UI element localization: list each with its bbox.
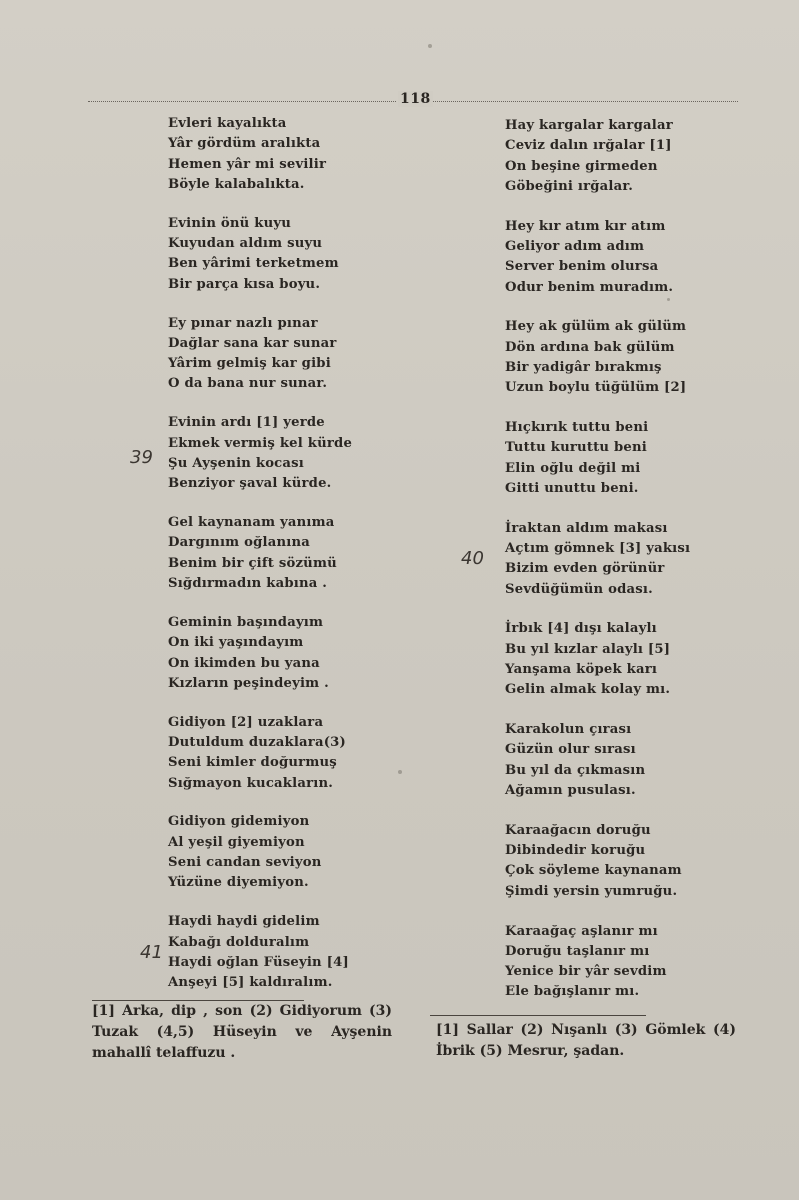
verse-line: Güzün olur sırası — [505, 742, 636, 758]
verse-line: Şu Ayşenin kocası — [168, 455, 304, 471]
verse-line: Gidiyon gidemiyon — [168, 814, 310, 830]
verse-line: Çok söyleme kaynanam — [505, 863, 682, 879]
verse-line: On ikimden bu yana — [168, 655, 320, 671]
verse-line: Benziyor şaval kürde. — [168, 476, 332, 492]
verse-line: Benim bir çift sözümü — [168, 555, 337, 571]
stanza — [168, 114, 428, 195]
ink-speck — [428, 44, 432, 48]
verse-line: Uzun boylu tüğülüm [2] — [505, 380, 687, 396]
verse-line: Elin oğlu değil mi — [505, 460, 641, 476]
verse-line: Gitti unuttu beni. — [505, 480, 639, 496]
verse-line: Dutuldum duzaklara(3) — [168, 734, 346, 750]
verse-line: Açtım gömnek [3] yakısı — [505, 541, 691, 557]
verse-line: Dargınım oğlanına — [168, 535, 311, 551]
verse-line: Haydi oğlan Füseyin [4] — [168, 954, 349, 970]
verse-line: Sığmayon kucakların. — [168, 775, 334, 791]
verse-line: Anşeyi [5] kaldıralım. — [168, 975, 333, 991]
stanza — [505, 619, 765, 700]
verse-line: On iki yaşındayım — [168, 635, 304, 651]
verse-line: Ele bağışlanır mı. — [505, 984, 640, 1000]
verse-line: Server benim olursa — [505, 259, 659, 275]
footnote-right: [1] Sallar (2) Nışanlı (3) Gömlek (4) İbrik (5) Mesrur, şadan. — [436, 1022, 736, 1059]
verse-line: Dağlar sana kar sunar — [168, 335, 337, 351]
verse-line: Karaağacın doruğu — [505, 822, 651, 838]
right-poem-column — [505, 116, 765, 1003]
verse-line: Sığdırmadın kabına . — [168, 576, 328, 592]
verse-line: Yenice bir yâr sevdim — [505, 964, 667, 980]
verse-line: Geminin başındayım — [168, 614, 324, 630]
footnote-left: [1] Arka, dip , son (2) Gidiyorum (3) Tuzak (4,5) Hüseyin ve Ayşenin mahallî telaffuzu . — [92, 1003, 392, 1061]
verse-line: O da bana nur sunar. — [168, 376, 328, 392]
verse-line: İrbık [4] dışı kalaylı — [505, 621, 657, 637]
header-dotted-rule-right — [424, 101, 738, 102]
stanza — [168, 214, 428, 295]
stanza — [168, 314, 428, 395]
verse-line: Evinin önü kuyu — [168, 215, 292, 231]
stanza — [168, 613, 428, 694]
verse-line: Ekmek vermiş kel kürde — [168, 435, 353, 451]
stanza — [505, 821, 765, 902]
margin-note-41: 41 — [140, 942, 163, 963]
verse-line: Sevdüğümün odası. — [505, 581, 653, 597]
verse-line: Ey pınar nazlı pınar — [168, 315, 318, 331]
verse-line: Kızların peşindeyim . — [168, 675, 329, 691]
stanza — [168, 413, 428, 494]
verse-line: İraktan aldım makası — [505, 520, 668, 536]
verse-line: Dön ardına bak gülüm — [505, 339, 675, 355]
verse-line: Ben yârimi terketmem — [168, 256, 339, 272]
verse-line: Seni kimler doğurmuş — [168, 755, 337, 771]
verse-line: Yâr gördüm aralıkta — [168, 136, 321, 152]
footnote-rule-right — [430, 1015, 646, 1016]
verse-line: Hey kır atım kır atım — [505, 218, 666, 234]
page-number: 118 — [400, 91, 431, 107]
margin-note-40: 40 — [461, 548, 484, 569]
ink-speck — [667, 298, 670, 301]
verse-line: Göbeğini ırğalar. — [505, 178, 634, 194]
stanza — [505, 922, 765, 1003]
verse-line: Hıçkırık tuttu beni — [505, 420, 649, 436]
verse-line: Geliyor adım adım — [505, 238, 645, 254]
stanza — [168, 912, 428, 993]
verse-line: Bir yadigâr bırakmış — [505, 359, 662, 375]
verse-line: Ceviz dalın ırğalar [1] — [505, 138, 672, 154]
verse-line: Yüzüne diyemiyon. — [168, 875, 309, 891]
verse-line: Şimdi yersin yumruğu. — [505, 883, 678, 899]
verse-line: Karakolun çırası — [505, 722, 632, 738]
ink-speck — [398, 770, 402, 774]
verse-line: Gidiyon [2] uzaklara — [168, 714, 324, 730]
verse-line: Ağamın pusulası. — [505, 783, 636, 799]
verse-line: Tuttu kuruttu beni — [505, 440, 647, 456]
verse-line: Hey ak gülüm ak gülüm — [505, 319, 687, 335]
verse-line: Yârim gelmiş kar gibi — [168, 356, 331, 372]
header-dotted-rule-left — [88, 101, 396, 102]
verse-line: Kuyudan aldım suyu — [168, 236, 323, 252]
stanza — [168, 513, 428, 594]
stanza — [168, 812, 428, 893]
verse-line: Böyle kalabalıkta. — [168, 176, 305, 192]
verse-line: Gelin almak kolay mı. — [505, 682, 671, 698]
verse-line: Gel kaynanam yanıma — [168, 515, 335, 531]
verse-line: Doruğu taşlanır mı — [505, 943, 650, 959]
verse-line: Seni candan seviyon — [168, 855, 322, 871]
verse-line: Bizim evden görünür — [505, 561, 665, 577]
stanza — [168, 713, 428, 794]
verse-line: Kabağı dolduralım — [168, 934, 310, 950]
stanza — [505, 418, 765, 499]
stanza — [505, 217, 765, 298]
verse-line: Evinin ardı [1] yerde — [168, 415, 325, 431]
stanza — [505, 116, 765, 197]
verse-line: Al yeşil giyemiyon — [168, 834, 305, 850]
verse-line: Karaağaç aşlanır mı — [505, 923, 658, 939]
left-poem-column — [168, 114, 428, 993]
verse-line: Hemen yâr mi sevilir — [168, 156, 327, 172]
verse-line: Yanşama köpek karı — [505, 662, 658, 678]
verse-line: Evleri kayalıkta — [168, 116, 287, 131]
verse-line: Bir parça kısa boyu. — [168, 276, 321, 292]
verse-line: Hay kargalar kargalar — [505, 118, 673, 133]
margin-note-39: 39 — [130, 447, 153, 468]
verse-line: Bu yıl kızlar alaylı [5] — [505, 641, 671, 657]
verse-line: On beşine girmeden — [505, 158, 658, 174]
verse-line: Bu yıl da çıkmasın — [505, 762, 646, 778]
verse-line: Dibindedir koruğu — [505, 843, 646, 859]
stanza — [505, 720, 765, 801]
stanza — [505, 519, 765, 600]
stanza — [505, 317, 765, 398]
verse-line: Odur benim muradım. — [505, 279, 674, 295]
verse-line: Haydi haydi gidelim — [168, 914, 320, 930]
